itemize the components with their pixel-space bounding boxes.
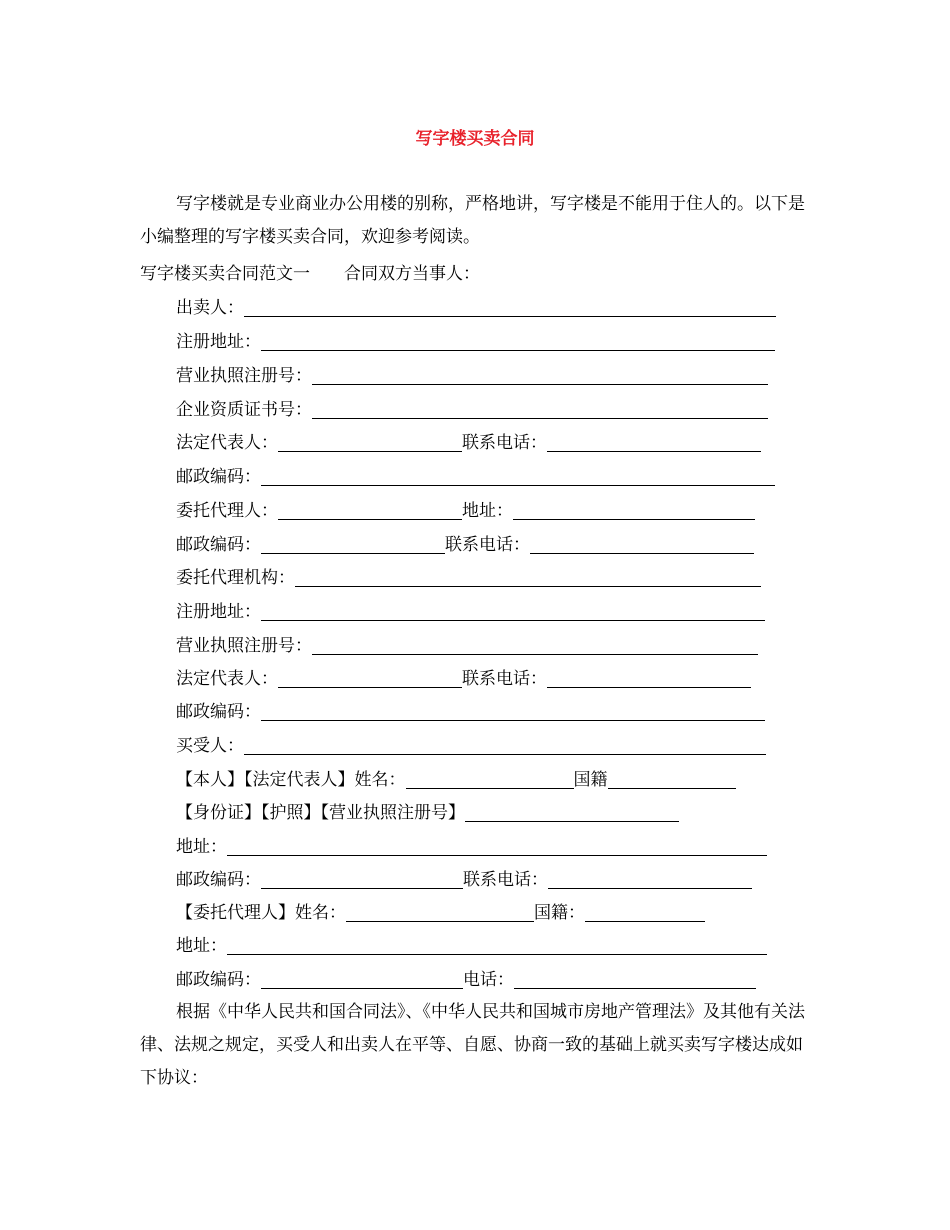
buyer-agent-label: 【委托代理人】姓名： <box>176 903 346 923</box>
agent-line <box>176 495 755 528</box>
agency-postcode-label: 邮政编码： <box>176 702 261 722</box>
biz-license-blank[interactable] <box>312 374 768 385</box>
agent-phone-blank[interactable] <box>530 543 754 554</box>
qual-cert-line <box>176 394 768 427</box>
qual-cert-label: 企业资质证书号： <box>176 400 312 420</box>
legal-rep-blank[interactable] <box>278 441 462 452</box>
reg-addr-blank[interactable] <box>261 340 775 351</box>
seller-line <box>176 292 776 325</box>
agency-reg-addr-blank[interactable] <box>261 610 765 621</box>
reg-addr-label: 注册地址： <box>176 332 261 352</box>
agent-phone-label: 联系电话： <box>445 535 530 555</box>
agency-reg-addr-label: 注册地址： <box>176 602 261 622</box>
postcode-line <box>176 461 775 494</box>
buyer-id-blank[interactable] <box>465 811 679 822</box>
postcode-blank[interactable] <box>261 475 775 486</box>
buyer-postcode-line <box>176 864 752 897</box>
section-subheading <box>140 258 480 291</box>
agency-label: 委托代理机构： <box>176 568 295 588</box>
agent-label: 委托代理人： <box>176 501 278 521</box>
biz-license-label: 营业执照注册号： <box>176 366 312 386</box>
legal-rep-label: 法定代表人： <box>176 433 278 453</box>
agent-blank[interactable] <box>278 509 462 520</box>
buyer-nationality-label: 国籍 <box>573 770 608 790</box>
document-title: 写字楼买卖合同 <box>415 129 535 149</box>
buyer-addr-line <box>176 831 767 864</box>
buyer-agent-tel-blank[interactable] <box>514 978 756 989</box>
agency-legal-rep-blank[interactable] <box>278 677 462 688</box>
buyer-agent-postcode-blank[interactable] <box>261 978 463 989</box>
buyer-agent-nationality-blank[interactable] <box>585 911 705 922</box>
buyer-agent-addr-label: 地址： <box>176 936 227 956</box>
agency-legal-rep-label: 法定代表人： <box>176 669 278 689</box>
reg-addr-line <box>176 326 775 359</box>
agency-postcode-blank[interactable] <box>261 710 765 721</box>
buyer-agent-blank[interactable] <box>346 911 534 922</box>
phone-label: 联系电话： <box>462 433 547 453</box>
agency-biz-license-line <box>176 630 758 663</box>
postcode-label: 邮政编码： <box>176 467 261 487</box>
buyer-agent-postcode-label: 邮政编码： <box>176 970 261 990</box>
agency-blank[interactable] <box>295 576 761 587</box>
agency-postcode-line <box>176 696 765 729</box>
agency-biz-license-blank[interactable] <box>312 644 758 655</box>
buyer-blank[interactable] <box>244 744 766 755</box>
agency-legal-rep-line <box>176 663 751 696</box>
agent-postcode-blank[interactable] <box>261 543 445 554</box>
legal-rep-line <box>176 427 761 460</box>
buyer-id-line <box>176 797 679 830</box>
buyer-name-line <box>176 764 736 797</box>
buyer-name-label: 【本人】【法定代表人】姓名： <box>176 770 406 790</box>
buyer-postcode-blank[interactable] <box>261 878 463 889</box>
buyer-agent-tel-label: 电话： <box>463 970 514 990</box>
closing-paragraph: 根据《中华人民共和国合同法》、《中华人民共和国城市房地产管理法》及其他有关法律、法规之规定，买受人和出卖人在平等、自愿、协商一致的基础上就买卖写字楼达成如下协议： <box>140 1002 805 1088</box>
agent-addr-label: 地址： <box>462 501 513 521</box>
agent-postcode-line <box>176 529 754 562</box>
buyer-agent-addr-blank[interactable] <box>227 944 767 955</box>
buyer-agent-addr-line <box>176 930 767 963</box>
buyer-addr-blank[interactable] <box>227 845 767 856</box>
seller-blank[interactable] <box>244 306 776 317</box>
buyer-id-label: 【身份证】【护照】【营业执照注册号】 <box>176 803 465 823</box>
intro-paragraph: 写字楼就是专业商业办公用楼的别称，严格地讲，写字楼是不能用于住人的。以下是小编整理的写字楼买卖合同，欢迎参考阅读。 <box>140 194 805 247</box>
buyer-agent-line <box>176 897 705 930</box>
buyer-phone-label: 联系电话： <box>463 870 548 890</box>
qual-cert-blank[interactable] <box>312 408 768 419</box>
phone-blank[interactable] <box>547 441 761 452</box>
buyer-line <box>176 730 766 763</box>
agency-reg-addr-line <box>176 596 765 629</box>
buyer-label: 买受人： <box>176 736 244 756</box>
agency-phone-blank[interactable] <box>547 677 751 688</box>
buyer-agent-postcode-line <box>176 964 756 997</box>
buyer-agent-nationality-label: 国籍： <box>534 903 585 923</box>
agency-biz-license-label: 营业执照注册号： <box>176 636 312 656</box>
seller-label: 出卖人： <box>176 298 244 318</box>
subheading-text: 写字楼买卖合同范文一 合同双方当事人： <box>140 264 480 284</box>
buyer-postcode-label: 邮政编码： <box>176 870 261 890</box>
agency-line <box>176 562 761 595</box>
agency-phone-label: 联系电话： <box>462 669 547 689</box>
buyer-phone-blank[interactable] <box>548 878 752 889</box>
agent-postcode-label: 邮政编码： <box>176 535 261 555</box>
biz-license-line <box>176 360 768 393</box>
buyer-addr-label: 地址： <box>176 837 227 857</box>
agent-addr-blank[interactable] <box>513 509 755 520</box>
buyer-name-blank[interactable] <box>406 778 574 789</box>
buyer-nationality-blank[interactable] <box>608 778 736 789</box>
